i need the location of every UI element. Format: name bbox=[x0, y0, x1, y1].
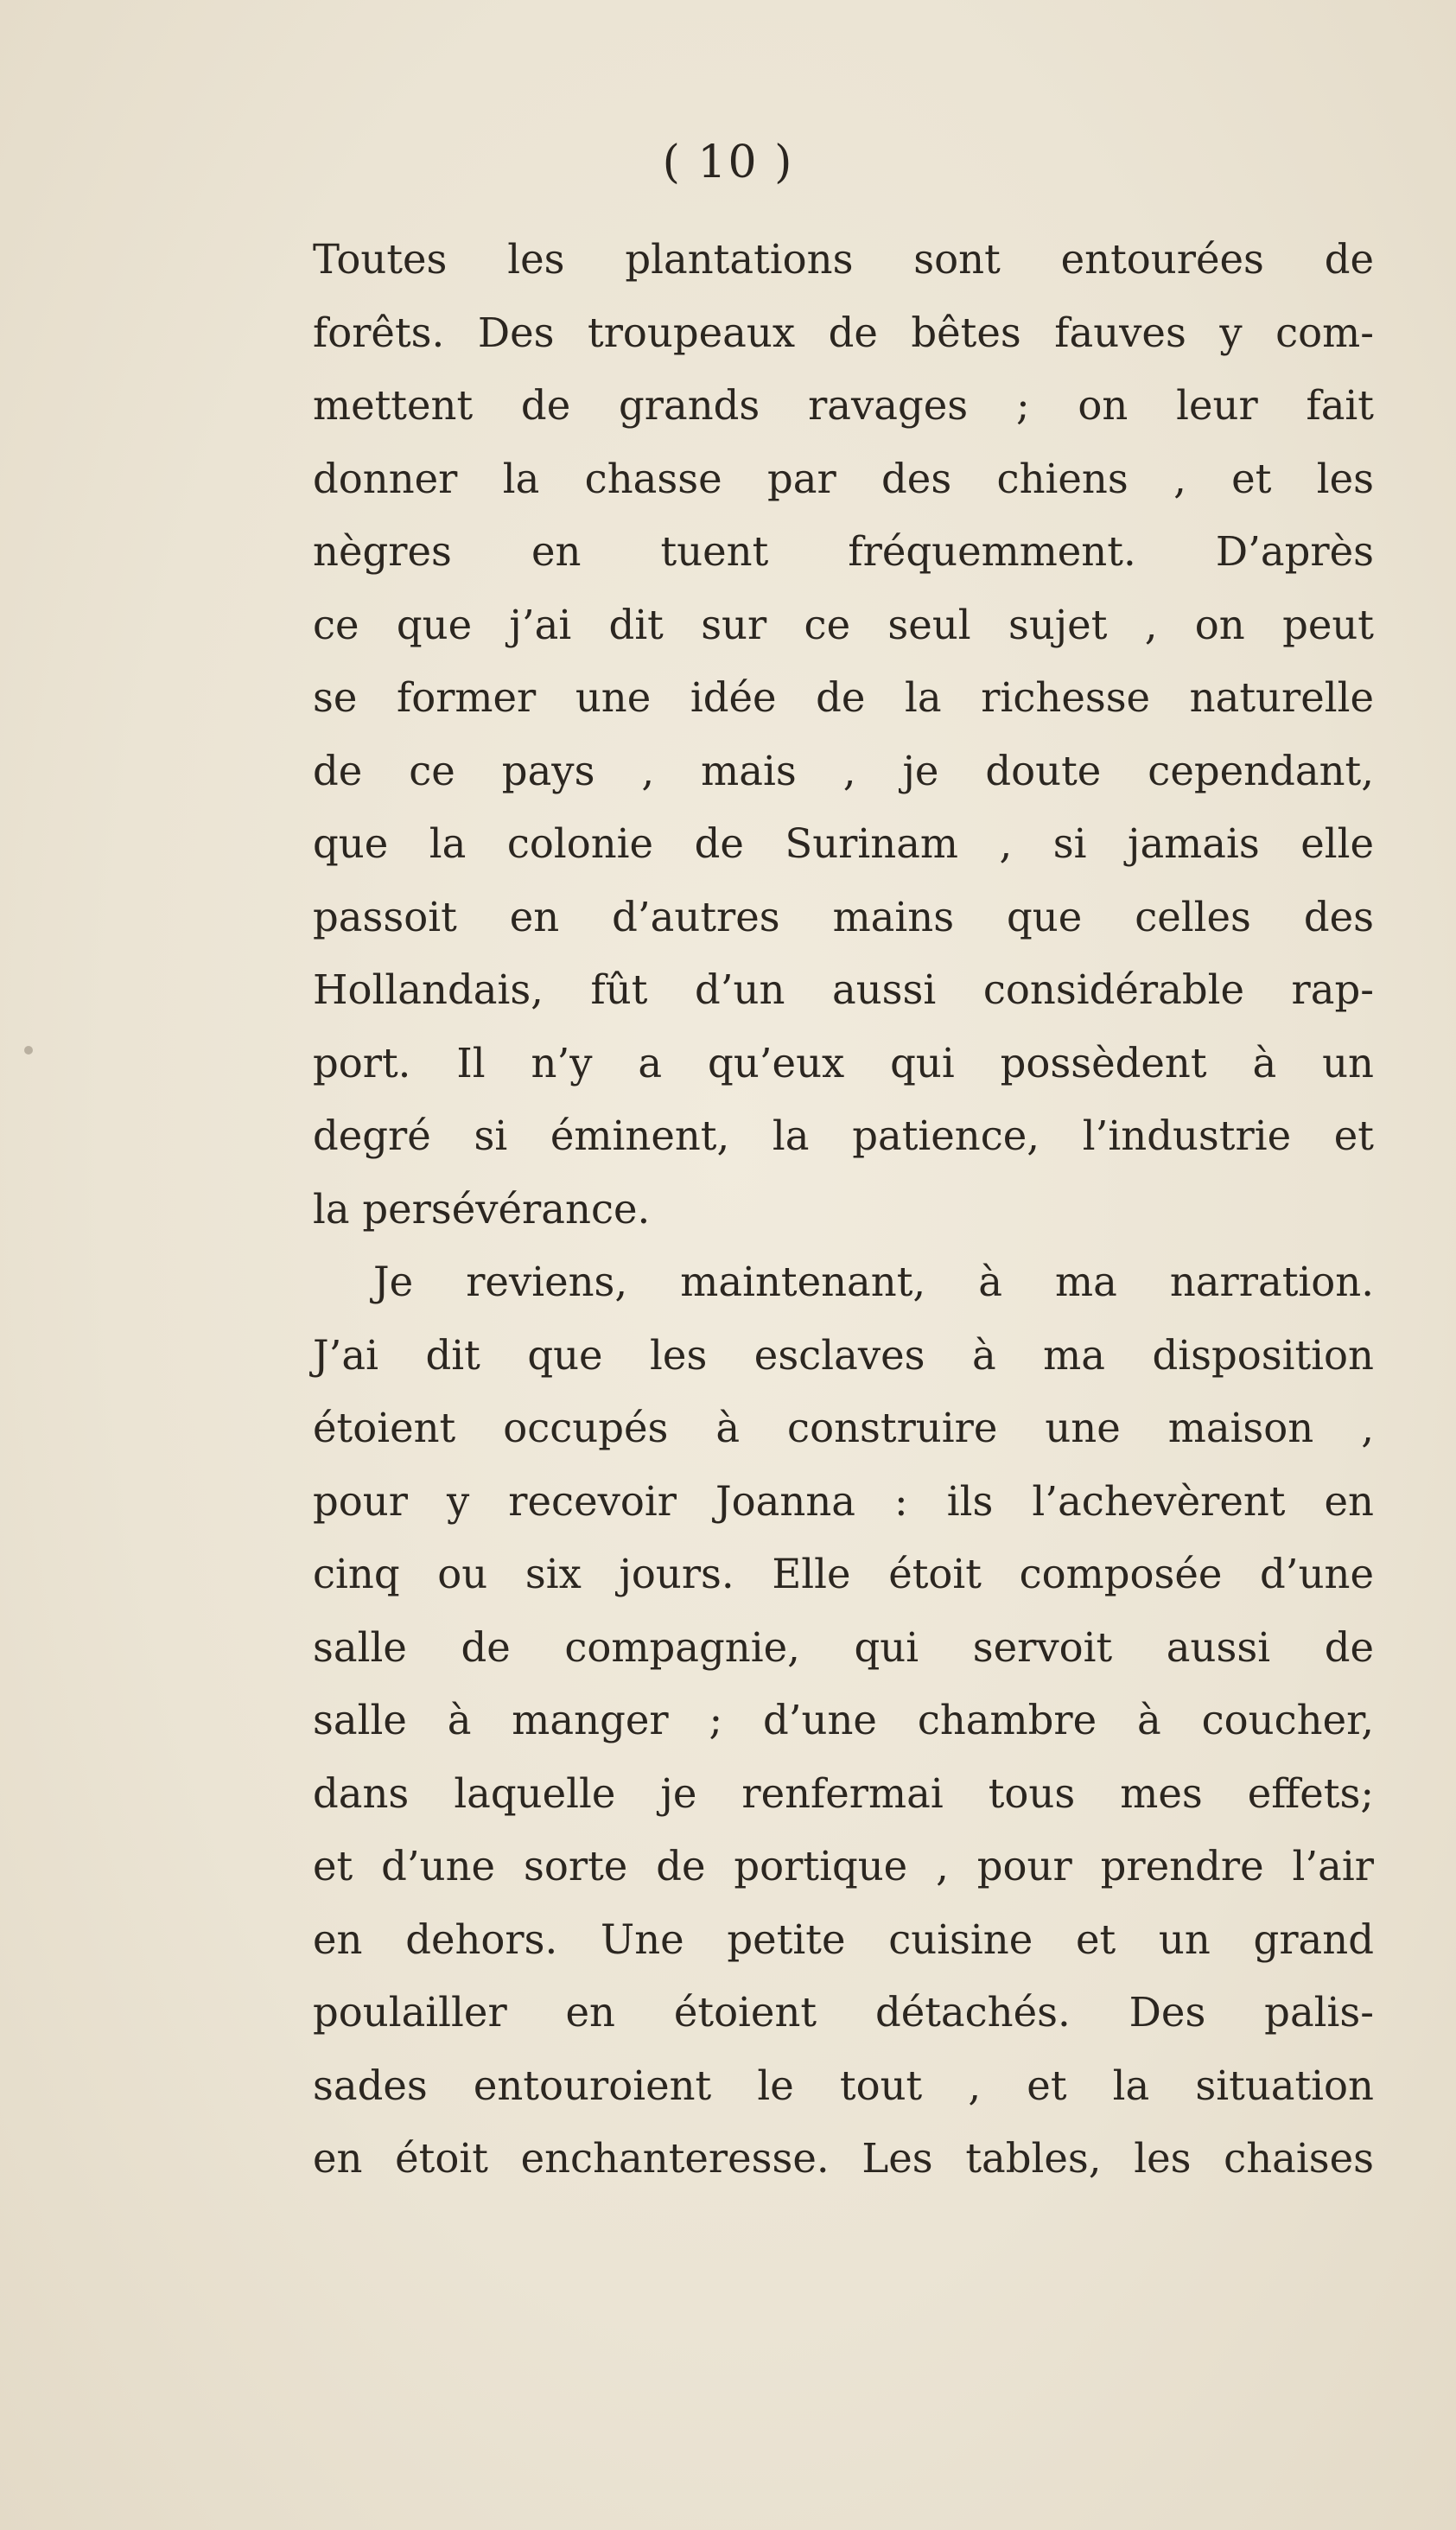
text-line: se former une idée de la richesse naturelle bbox=[313, 674, 1374, 721]
text-line: étoient occupés à construire une maison , bbox=[313, 1405, 1374, 1451]
text-line: dans laquelle je renfermai tous mes effets; bbox=[313, 1769, 1374, 1817]
text-line: en dehors. Une petite cuisine et un grand bbox=[313, 1915, 1374, 1963]
text-line: en étoit enchanteresse. Les tables, les chaises bbox=[313, 2135, 1374, 2182]
text-line: passoit en d’autres mains que celles des bbox=[313, 893, 1374, 940]
paragraph-start-line: Je reviens, maintenant, à ma narration. bbox=[373, 1259, 1374, 1305]
text-line: et d’une sorte de portique , pour prendre l’air bbox=[313, 1843, 1374, 1890]
text-line: cinq ou six jours. Elle étoit composée d’une bbox=[313, 1551, 1374, 1597]
text-line: pour y recevoir Joanna : ils l’achevèrent en bbox=[313, 1477, 1374, 1525]
page-number: ( 10 ) bbox=[662, 137, 794, 188]
paragraph-end-line: la persévérance. bbox=[313, 1185, 651, 1233]
text-line: degré si éminent, la patience, l’industrie et bbox=[313, 1112, 1374, 1159]
text-line: ce que j’ai dit sur ce seul sujet , on peut bbox=[313, 601, 1374, 648]
text-line: sades entouroient le tout , et la situation bbox=[313, 2062, 1374, 2109]
text-line: Hollandais, fût d’un aussi considérable rap- bbox=[313, 966, 1374, 1013]
text-line: donner la chasse par des chiens , et les bbox=[313, 455, 1374, 502]
text-line: mettent de grands ravages ; on leur fait bbox=[313, 382, 1374, 429]
text-line: de ce pays , mais , je doute cependant, bbox=[313, 747, 1374, 794]
body-text bbox=[313, 223, 1374, 2195]
paper-speck bbox=[24, 1046, 33, 1055]
text-line: que la colonie de Surinam , si jamais elle bbox=[313, 820, 1374, 867]
text-line: port. Il n’y a qu’eux qui possèdent à un bbox=[313, 1039, 1374, 1087]
text-line: nègres en tuent fréquemment. D’après bbox=[313, 528, 1374, 575]
text-line: salle à manger ; d’une chambre à coucher, bbox=[313, 1697, 1374, 1743]
text-line: J’ai dit que les esclaves à ma disposition bbox=[313, 1331, 1374, 1379]
text-line: Toutes les plantations sont entourées de bbox=[313, 236, 1374, 283]
text-line: poulailler en étoient détachés. Des palis- bbox=[313, 1989, 1374, 2036]
text-line: forêts. Des troupeaux de bêtes fauves y com- bbox=[313, 309, 1374, 356]
text-line: salle de compagnie, qui servoit aussi de bbox=[313, 1623, 1374, 1671]
